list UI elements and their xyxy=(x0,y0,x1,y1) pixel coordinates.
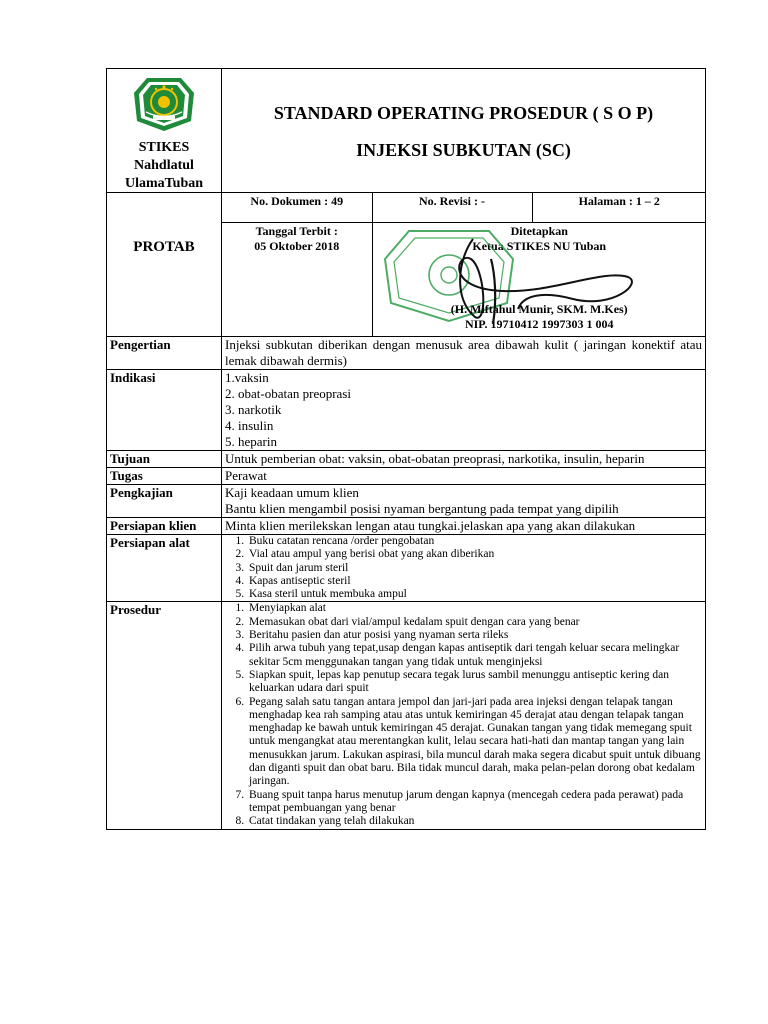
prosedur-step: 7. Buang spuit tanpa harus menutup jarum dengan kapnya (mencegah cedera pada perawat) pada tempat pembuangan yang benar xyxy=(247,789,702,816)
institution-cell xyxy=(107,69,222,193)
prosedur-step: 3. Beritahu pasien dan atur posisi yang nyaman serta rileks xyxy=(247,629,702,642)
issue-label: Tanggal Terbit : xyxy=(255,224,338,238)
revision-number: No. Revisi : - xyxy=(372,193,532,223)
row-pengkajian xyxy=(107,485,706,518)
text-persiapan-klien: Minta klien merilekskan lengan atau tungkai.jelaskan apa yang akan dilakukan xyxy=(222,518,706,535)
row-persiapan-alat xyxy=(107,535,706,602)
sop-table xyxy=(106,68,706,830)
indikasi-item: 1.vaksin xyxy=(225,370,269,385)
text-pengertian: Injeksi subkutan diberikan dengan menusuk area dibawah kulit ( jaringan konektif atau lemak dibawah dermis) xyxy=(222,337,706,370)
label-persiapan-klien: Persiapan klien xyxy=(107,518,222,535)
institution-logo-icon xyxy=(131,75,197,133)
row-persiapan-klien xyxy=(107,518,706,535)
label-pengertian: Pengertian xyxy=(107,337,222,370)
doc-number: No. Dokumen : 49 xyxy=(222,193,372,223)
signer-nip: NIP. 19710412 1997303 1 004 xyxy=(464,317,614,331)
indikasi-item: 5. heparin xyxy=(225,434,277,449)
label-prosedur: Prosedur xyxy=(107,602,222,829)
approval-authority: Ketua STIKES NU Tuban xyxy=(472,239,607,253)
label-persiapan-alat: Persiapan alat xyxy=(107,535,222,602)
text-tujuan: Untuk pemberian obat: vaksin, obat-obatan preoprasi, narkotika, insulin, heparin xyxy=(222,451,706,468)
prosedur-step: 8. Catat tindakan yang telah dilakukan xyxy=(247,815,702,828)
list-indikasi xyxy=(222,370,706,451)
indikasi-item: 2. obat-obatan preoprasi xyxy=(225,386,351,401)
institution-line3: UlamaTuban xyxy=(124,176,204,191)
alat-item: 3. Spuit dan jarum steril xyxy=(247,562,702,575)
header-row xyxy=(107,69,706,193)
protab-label: PROTAB xyxy=(133,239,195,255)
label-indikasi: Indikasi xyxy=(107,370,222,451)
prosedur-step: 6. Pegang salah satu tangan antara jempol dan jari-jari pada area injeksi dengan telapak tangan menghadap kea rah samping atau atas untuk kemiringan 45 derajat atau dengan telapak tangan menghadap ke bawah untuk kemiringan 45 derajat. Gunakan tangan yang tidak memegang spuit untuk mengangkat atau merentangkan kulit, lelau secara hati-hati dan mantap tangan yang lain menusukkan jarum. Lakukan aspirasi, bila muncul darah maka segera dicabut spuit untuk dibuang dan diganti spuit dan obat baru. Bila tidak muncul darah, maka pelan-pelan dorong obat kedalam jaringan. xyxy=(247,696,702,789)
alat-item: 1. Buku catatan rencana /order pengobatan xyxy=(247,535,702,548)
indikasi-item: 4. insulin xyxy=(225,418,274,433)
issue-date: 05 Oktober 2018 xyxy=(254,239,340,253)
alat-item: 2. Vial atau ampul yang berisi obat yang akan diberikan xyxy=(247,548,702,561)
institution-line2: Nahdlatul xyxy=(134,158,194,173)
pengkajian-line: Kaji keadaan umum klien xyxy=(225,485,359,500)
row-indikasi xyxy=(107,370,706,451)
meta-table xyxy=(222,193,706,336)
prosedur-step: 1. Menyiapkan alat xyxy=(247,602,702,615)
title-cell xyxy=(222,69,706,193)
signer-name: (H. Miftahul Munir, SKM. M.Kes) xyxy=(450,302,628,316)
label-tujuan: Tujuan xyxy=(107,451,222,468)
institution-line1: STIKES xyxy=(138,140,190,155)
page-number: Halaman : 1 – 2 xyxy=(532,193,706,223)
label-pengkajian: Pengkajian xyxy=(107,485,222,518)
alat-item: 5. Kasa steril untuk membuka ampul xyxy=(247,588,702,601)
list-prosedur xyxy=(222,602,706,829)
indikasi-item: 3. narkotik xyxy=(225,402,282,417)
protab-cell xyxy=(107,193,222,337)
prosedur-step: 5. Siapkan spuit, lepas kap penutup secara tegak lurus sambil menunggu antiseptic kering dan keluarkan udara dari spuit xyxy=(247,669,702,696)
approval-cell xyxy=(372,223,706,337)
approval-label: Ditetapkan xyxy=(510,224,568,238)
document-title: STANDARD OPERATING PROSEDUR ( S O P) xyxy=(273,103,654,123)
label-tugas: Tugas xyxy=(107,468,222,485)
alat-item: 4. Kapas antiseptic steril xyxy=(247,575,702,588)
prosedur-step: 2. Memasukan obat dari vial/ampul kedalam spuit dengan cara yang benar xyxy=(247,616,702,629)
prosedur-step: 4. Pilih arwa tubuh yang tepat,usap dengan kapas antiseptik dari tengah keluar secara melingkar sekitar 5cm menggunakan tangan yang tidak untuk menginjeksi xyxy=(247,642,702,669)
meta-row xyxy=(107,193,706,337)
document-subtitle: INJEKSI SUBKUTAN (SC) xyxy=(356,140,571,160)
row-tujuan xyxy=(107,451,706,468)
list-persiapan-alat xyxy=(222,535,706,602)
row-pengertian xyxy=(107,337,706,370)
text-pengkajian xyxy=(222,485,706,518)
pengkajian-line: Bantu klien mengambil posisi nyaman bergantung pada tempat yang dipilih xyxy=(225,501,619,516)
row-prosedur xyxy=(107,602,706,829)
meta-cell xyxy=(222,193,706,337)
sop-document xyxy=(106,68,705,830)
issue-date-cell xyxy=(222,223,372,337)
row-tugas xyxy=(107,468,706,485)
text-tugas: Perawat xyxy=(222,468,706,485)
